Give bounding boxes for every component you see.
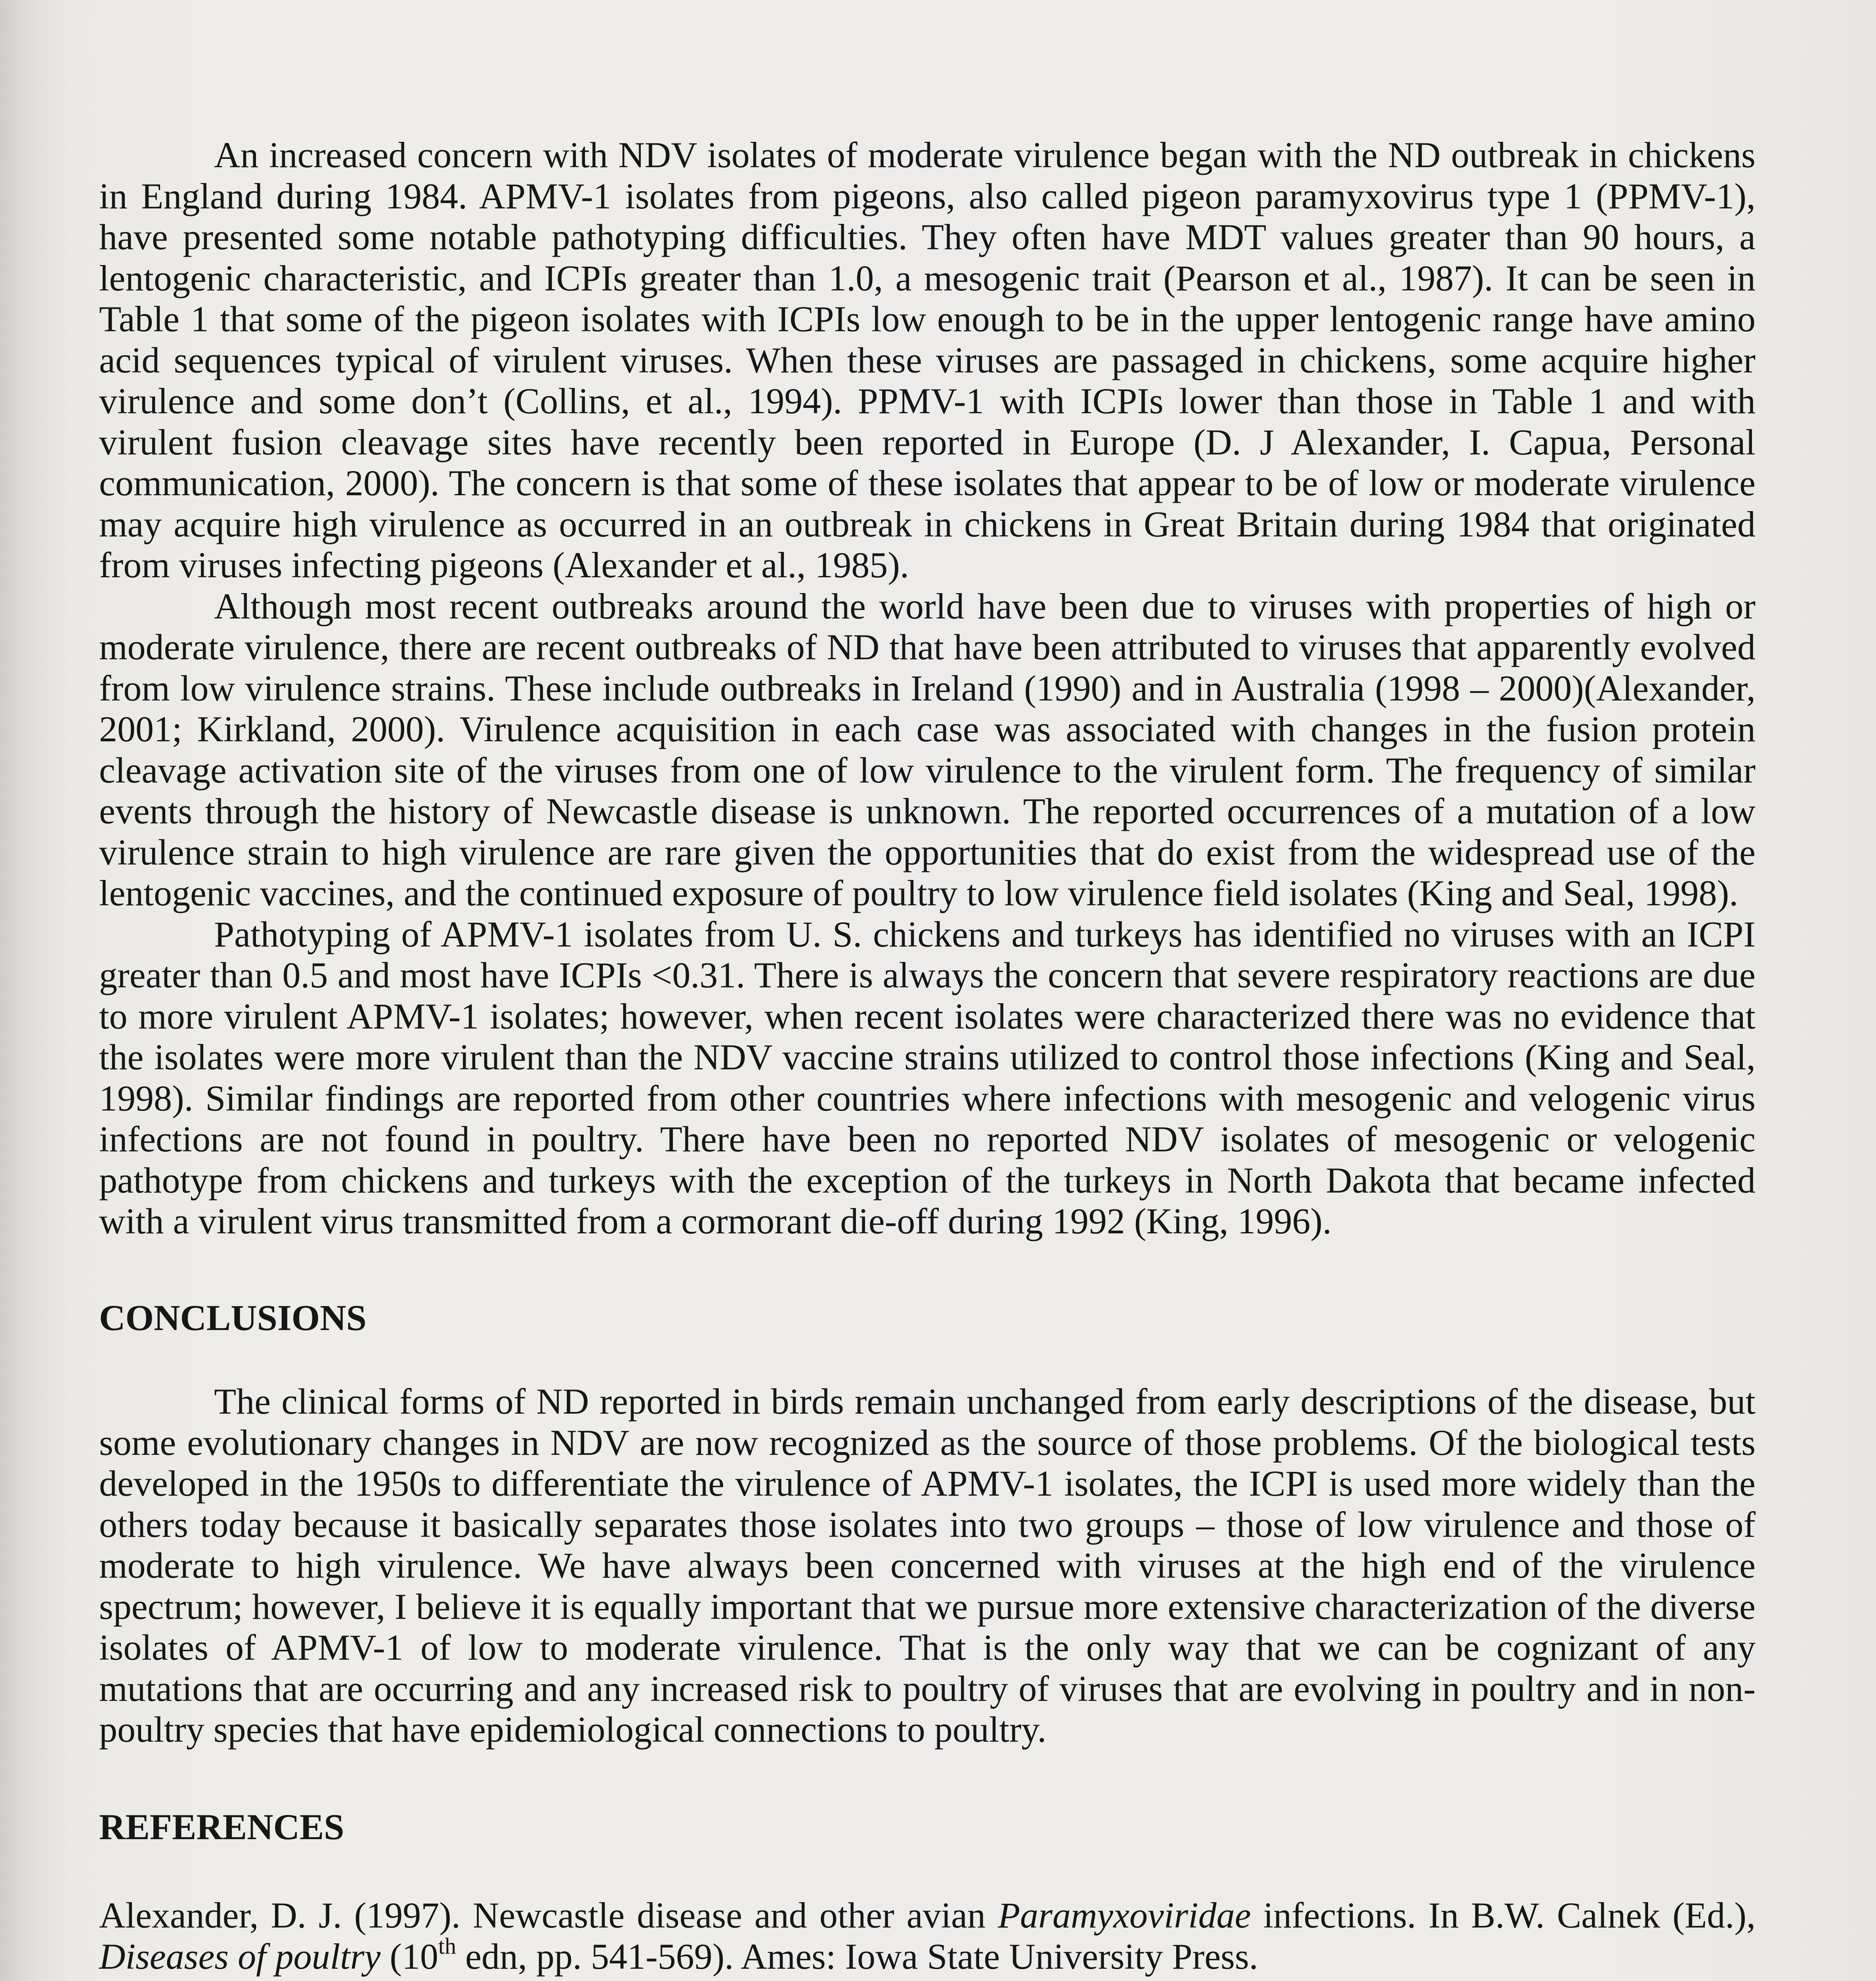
references-heading: REFERENCES	[99, 1806, 344, 1847]
document-body	[99, 135, 1756, 1977]
reference-text: Alexander, D. J. (1997). Newcastle disease and other avian	[99, 1895, 998, 1935]
reference-text: infections. In B.W. Calnek (Ed.),	[1251, 1895, 1756, 1935]
paragraph-us-pathotyping: Pathotyping of APMV-1 isolates from U. S. chickens and turkeys has identified no viruses with an ICPI greater than 0.5 and most have ICPIs <0.31. There is always the concern that severe respiratory reactions are due to more virulent APMV-1 isolates; however, when recent isolates were characterized there was no evidence that the isolates were more virulent than the NDV vaccine strains utilized to control those infections (King and Seal, 1998). Similar findings are reported from other countries where infections with mesogenic and velogenic virus infections are not found in poultry. There have been no reported NDV isolates of mesogenic or velogenic pathotype from chickens and turkeys with the exception of the turkeys in North Dakota that became infected with a virulent virus transmitted from a cormorant die-off during 1992 (King, 1996).	[99, 914, 1756, 1241]
reference-text: edn, pp. 541-569). Ames: Iowa State University Press.	[456, 1936, 1258, 1977]
reference-entry	[99, 1895, 1756, 1977]
paragraph-recent-outbreaks: Although most recent outbreaks around the world have been due to viruses with properties of high or moderate virulence, there are recent outbreaks of ND that have been attributed to viruses that apparently evolved from low virulence strains. These include outbreaks in Ireland (1990) and in Australia (1998 – 2000)(Alexander, 2001; Kirkland, 2000). Virulence acquisition in each case was associated with changes in the fusion protein cleavage activation site of the viruses from one of low virulence to the virulent form. The frequency of similar events through the history of Newcastle disease is unknown. The reported occurrences of a mutation of a low virulence strain to high virulence are rare given the opportunities that do exist from the widespread use of the lentogenic vaccines, and the continued exposure of poultry to low virulence field isolates (King and Seal, 1998).	[99, 586, 1756, 913]
reference-italic-title: Paramyxoviridae	[997, 1895, 1251, 1935]
reference-book-title: Diseases of poultry	[99, 1936, 381, 1977]
conclusions-heading: CONCLUSIONS	[99, 1297, 367, 1338]
paragraph-conclusions: The clinical forms of ND reported in birds remain unchanged from early descriptions of the disease, but some evolutionary changes in NDV are now recognized as the source of those problems. Of the biological tests developed in the 1950s to differentiate the virulence of APMV-1 isolates, the ICPI is used more widely than the others today because it basically separates those isolates into two groups – those of low virulence and those of moderate to high virulence. We have always been concerned with viruses at the high end of the virulence spectrum; however, I believe it is equally important that we pursue more extensive characterization of the diverse isolates of APMV-1 of low to moderate virulence. That is the only way that we can be cognizant of any mutations that are occurring and any increased risk to poultry of viruses that are evolving in poultry and in non-poultry species that have epidemiological connections to poultry.	[99, 1381, 1756, 1750]
paragraph-pigeon-isolates: An increased concern with NDV isolates of moderate virulence began with the ND outbreak in chickens in England during 1984. APMV-1 isolates from pigeons, also called pigeon paramyxovirus type 1 (PPMV-1), have presented some notable pathotyping difficulties. They often have MDT values greater than 90 hours, a lentogenic characteristic, and ICPIs greater than 1.0, a mesogenic trait (Pearson et al., 1987). It can be seen in Table 1 that some of the pigeon isolates with ICPIs low enough to be in the upper lentogenic range have amino acid sequences typical of virulent viruses. When these viruses are passaged in chickens, some acquire higher virulence and some don’t (Collins, et al., 1994). PPMV-1 with ICPIs lower than those in Table 1 and with virulent fusion cleavage sites have recently been reported in Europe (D. J Alexander, I. Capua, Personal communication, 2000). The concern is that some of these isolates that appear to be of low or moderate virulence may acquire high virulence as occurred in an outbreak in chickens in Great Britain during 1984 that originated from viruses infecting pigeons (Alexander et al., 1985).	[99, 135, 1756, 585]
reference-text: (10	[380, 1936, 439, 1977]
reference-superscript: th	[438, 1933, 457, 1959]
